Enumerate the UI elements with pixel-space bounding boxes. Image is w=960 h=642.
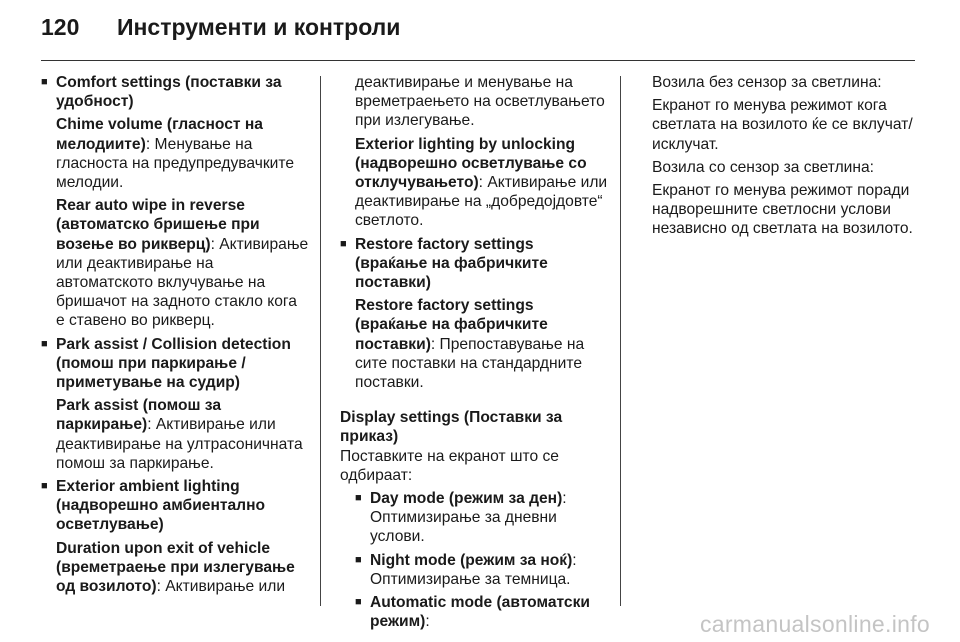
display-settings-section — [340, 408, 608, 631]
list-item-day-mode — [355, 489, 608, 547]
bullet-square-icon: ■ — [41, 480, 48, 493]
item-title: Comfort settings (поставки за удобност) — [56, 74, 282, 111]
sub-text: : Оптимизирање за темница. — [370, 551, 577, 588]
bullet-square-icon: ■ — [41, 337, 48, 350]
sub-text: : Менување на гласноста на предупредувачките мелодии. — [56, 135, 295, 192]
sub-title: Restore factory settings (враќање на фабричките поставки) — [355, 297, 548, 353]
sub-text: : Активирање или деактивирање на ултрасоничната помош за паркирање. — [56, 416, 303, 472]
sub-title: Exterior lighting by unlocking (надворешно осветлување со отклучувањето) — [355, 135, 587, 192]
bullet-square-icon: ■ — [355, 492, 362, 505]
list-item-exterior-lighting — [41, 477, 309, 596]
bullet-square-icon: ■ — [41, 76, 48, 88]
paragraph: Екранот го менува режимот поради надворешните светлосни услови независно од светлата на возилото. — [652, 182, 913, 238]
paragraph: Екранот го менува режимот кога светлата на возилото ќе се вклучат/исклучат. — [652, 97, 913, 153]
column-3 — [652, 73, 914, 243]
continued-text: деактивирање и менување на времетраењето на осветлувањето при излегување. — [355, 74, 605, 130]
item-title: Exterior ambient lighting (надворешно амбиентално осветлување) — [56, 478, 266, 534]
sub-text: : Активирање или — [156, 578, 286, 596]
column-divider-1 — [320, 76, 321, 606]
column-divider-2 — [620, 76, 621, 606]
list-item-comfort-settings — [41, 73, 309, 331]
header-rule — [41, 60, 915, 61]
sub-text: : — [425, 613, 430, 631]
item-paragraph — [370, 489, 608, 547]
sub-title: Day mode (режим за ден) — [370, 490, 563, 508]
sub-text: : Препоставување на сите поставки на стандардните поставки. — [355, 335, 585, 392]
sub-title: Chime volume (гласност на мелодиите) — [56, 116, 263, 153]
list-item-restore-factory — [340, 235, 608, 393]
sub-text: : Активирање или деактивирање на автоматското вклучување на бришачот на задното стакло кога е ставено во рикверц. — [56, 235, 309, 330]
item-title: Park assist / Collision detection (помош при паркирање / приметување на судир) — [56, 335, 291, 392]
paragraph: Возила без сензор за светлина: — [652, 74, 882, 91]
page-title: Инструменти и контроли — [117, 14, 401, 40]
column-2 — [340, 73, 608, 635]
column-1 — [41, 73, 309, 600]
list-item-park-assist — [41, 335, 309, 473]
list-item-night-mode — [355, 551, 608, 589]
item-title: Restore factory settings (враќање на фабричките поставки) — [355, 235, 548, 292]
page-number: 120 — [41, 14, 80, 40]
item-paragraph — [355, 135, 608, 231]
item-paragraph — [56, 115, 309, 192]
item-paragraph — [370, 551, 608, 589]
bullet-square-icon: ■ — [355, 596, 362, 609]
list-item-automatic-mode — [355, 593, 608, 631]
sub-text: : Активирање или деактивирање на „добредојдовте“ светлото. — [355, 174, 608, 230]
item-paragraph — [355, 296, 608, 392]
sub-title: Automatic mode (автоматски режим) — [370, 594, 590, 631]
item-paragraph — [56, 196, 309, 330]
watermark: carmanualsonline.info — [699, 611, 930, 637]
page-header — [41, 14, 400, 41]
sub-title: Park assist (помош за паркирање) — [56, 397, 222, 434]
sub-title: Night mode (режим за ноќ) — [370, 551, 573, 569]
bullet-square-icon: ■ — [355, 553, 362, 566]
display-settings-list — [340, 489, 608, 631]
paragraph: Возила со сензор за светлина: — [652, 158, 875, 176]
item-paragraph — [56, 396, 309, 473]
item-paragraph — [370, 593, 608, 631]
section-title: Display settings (Поставки за приказ) — [340, 409, 563, 446]
section-text: Поставките на екранот што се одбираат: — [340, 447, 559, 484]
sub-text: : Оптимизирање за дневни услови. — [370, 490, 567, 546]
item-paragraph — [56, 539, 309, 597]
sub-title: Rear auto wipe in reverse (автоматско бришење при возење во рикверц) — [56, 197, 260, 253]
bullet-square-icon: ■ — [340, 237, 347, 250]
sub-title: Duration upon exit of vehicle (времетраење при излегување од возилото) — [56, 539, 295, 596]
continued-block — [340, 73, 608, 231]
